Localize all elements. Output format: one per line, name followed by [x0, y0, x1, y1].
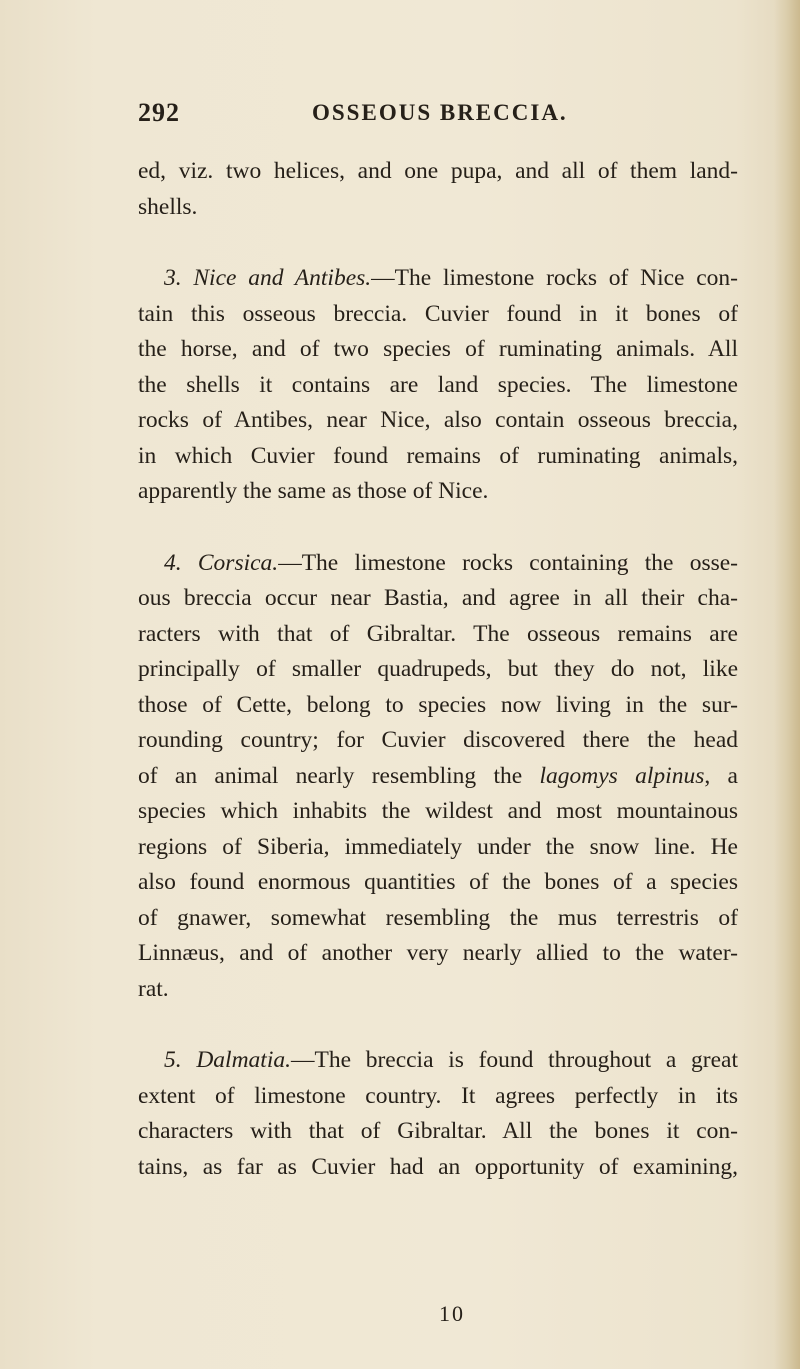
text-line — [138, 261, 738, 297]
text-line: also found enormous quantities of the bones of a species — [138, 869, 738, 895]
text-line — [138, 546, 738, 582]
text-line: rat. — [138, 975, 169, 1002]
paragraph-corsica — [138, 546, 778, 1008]
text-line: tains, as far as Cuvier had an opportunity of examining, — [138, 1153, 738, 1180]
text-line: shells. — [138, 193, 198, 220]
text-line: in which Cuvier found remains of ruminating animals, — [138, 442, 738, 469]
text-run: —The limestone rocks of Nice con- — [371, 265, 738, 291]
section-heading: 3. Nice and Antibes. — [164, 265, 372, 291]
text-line: the horse, and of two species of ruminating animals. All — [138, 336, 738, 362]
text-line: principally of smaller quadrupeds, but they do not, like — [138, 656, 738, 682]
text-line: regions of Siberia, immediately under the snow line. He — [138, 833, 738, 860]
text-line: tain this osseous breccia. Cuvier found in it bones of — [138, 300, 738, 327]
text-line: characters with that of Gibraltar. All the bones it con- — [138, 1118, 738, 1144]
page-number: 292 — [138, 98, 180, 127]
text-line: the shells it contains are land species. The limestone — [138, 371, 738, 398]
section-heading: 5. Dalmatia. — [164, 1047, 291, 1073]
body-text — [138, 154, 778, 1185]
text-line: Linnæus, and of another very nearly allied to the water- — [138, 940, 738, 966]
section-heading: 4. Corsica. — [164, 549, 279, 576]
page-header — [138, 98, 638, 138]
running-head: OSSEOUS BRECCIA. — [312, 100, 568, 125]
paragraph-continuation — [138, 154, 778, 225]
text-run: —The breccia is found throughout a great — [290, 1047, 738, 1073]
text-run: , a — [704, 762, 738, 789]
paragraph-nice-antibes — [138, 261, 778, 510]
paragraph-dalmatia — [138, 1043, 778, 1185]
italic-term: lagomys alpinus — [539, 762, 705, 789]
text-run: —The limestone rocks containing the osse- — [278, 549, 738, 576]
text-line: ous breccia occur near Bastia, and agree in all their cha- — [138, 585, 738, 611]
signature-mark: 10 — [439, 1301, 465, 1326]
text-line: of gnawer, somewhat resembling the mus terrestris of — [138, 904, 738, 931]
text-line: species which inhabits the wildest and most mountainous — [138, 798, 738, 824]
text-line — [138, 1043, 738, 1079]
text-line: apparently the same as those of Nice. — [138, 478, 489, 504]
text-run: of an animal nearly resembling the — [138, 762, 540, 789]
text-line: those of Cette, belong to species now living in the sur- — [138, 691, 738, 718]
text-line: rounding country; for Cuvier discovered there the head — [138, 727, 738, 753]
text-line: racters with that of Gibraltar. The osseous remains are — [138, 620, 738, 647]
text-line: rocks of Antibes, near Nice, also contain osseous breccia, — [138, 407, 738, 433]
text-line: extent of limestone country. It agrees perfectly in its — [138, 1082, 738, 1109]
text-line — [138, 759, 738, 795]
text-line: ed, viz. two helices, and one pupa, and all of them land- — [138, 158, 738, 184]
